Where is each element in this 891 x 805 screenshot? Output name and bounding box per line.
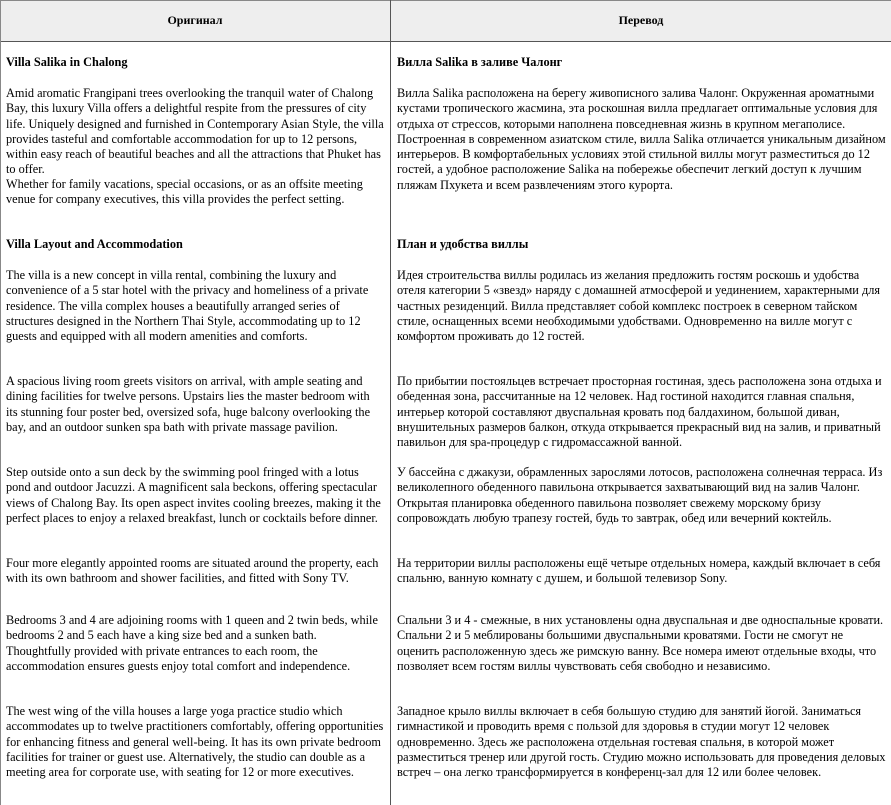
paragraph-original: The villa is a new concept in villa rental, combining the luxury and convenience of a 5 star hotel with the privacy and homeliness of a private residence. The villa complex houses a beautifully arranged series of structures designed in the Northern Thai Style, accommodating up to 12 guests and equipped with all modern amenities and comforts. xyxy=(6,268,369,344)
paragraph-translation: По прибытии постояльцев встречает просторная гостиная, здесь расположена зона отдыха и обеденная зона, рассчитанные на 12 человек. Над гостиной находится главная спальня, интерьер которой составляют двуспальная кровать под балдахином, большой диван, внушительных размеров балкон, откуда открывается прекрасный вид на залив, и приватный павильон для spa-процедур с гидромассажной ванной. xyxy=(397,374,882,450)
table-border-top xyxy=(0,0,891,1)
paragraph-original: Four more elegantly appointed rooms are situated around the property, each with its own bathroom and shower facilities, and fitted with Sony TV. xyxy=(6,556,379,586)
section-title-translation: План и удобства виллы xyxy=(397,237,529,251)
paragraph-original: Whether for family vacations, special occasions, or as an offsite meeting venue for company executives, this villa provides the perfect setting. xyxy=(6,177,363,207)
paragraph-translation: Западное крыло виллы включает в себя большую студию для занятий йогой. Заниматься гимнастикой и проводить время с пользой для здоровья в студии могут 12 человек одновременно. Здесь же расположена отдельная гостевая спальня, в которой может разместиться тренер или другой гость. Студию можно использовать для проведения деловых встреч – она легко трансформируется в конференц-зал для 12 или более человек. xyxy=(397,704,886,780)
paragraph-translation: Спальни 3 и 4 - смежные, в них установлены одна двуспальная и две односпальные кровати. Спальни 2 и 5 меблированы большими двуспальными кроватями. Гости не смогут не оценить расположенную здесь же римскую ванну. Все номера имеют отдельные входы, что позволяет всем гостям виллы чувствовать себя свободно и независимо. xyxy=(397,613,884,673)
paragraph-original: Amid aromatic Frangipani trees overlooking the tranquil water of Chalong Bay, this luxury Villa offers a delightful respite from the pressures of city life. Uniquely designed and furnished in Contemporary Asian Style, the villa provides tasteful and comfortable accommodation for up to 12 persons, within easy reach of beautiful beaches and all the attractions that Phuket has to offer. xyxy=(6,86,384,177)
paragraph-translation: На территории виллы расположены ещё четыре отдельных номера, каждый включает в себя спальню, ванную комнату с душем, и большой телевизор Sony. xyxy=(397,556,881,586)
paragraph-original: The west wing of the villa houses a large yoga practice studio which accommodates up to twelve practitioners comfortably, offering opportunities for enhancing fitness and general well-being. It has its own private bedroom facilities for trainer or guest use. Alternatively, the studio can double as a meeting area for corporate use, with seating for 12 or more executives. xyxy=(6,704,384,780)
section-title-original: Villa Salika in Chalong xyxy=(6,55,128,69)
paragraph-translation: У бассейна с джакузи, обрамленных зарослями лотосов, расположена солнечная терраса. Из великолепного обеденного павильона открывается захватывающий вид на залив Чалонг. Открытая планировка обеденного павильона позволяет свежему морскому бризу сопровождать любую трапезу гостей, будь то завтрак, обед или вечерний коктейль. xyxy=(397,465,883,525)
section-title-original: Villa Layout and Accommodation xyxy=(6,237,183,251)
paragraph-original: Step outside onto a sun deck by the swimming pool fringed with a lotus pond and outdoor Jacuzzi. A magnificent sala beckons, offering spectacular views of Chalong Bay. Its open aspect invites cooling breezes, making it the perfect places to enjoy a relaxed breakfast, lunch or cocktails before dinner. xyxy=(6,465,381,525)
column-divider xyxy=(390,0,391,805)
table-border-left xyxy=(0,0,1,805)
column-header-translation: Перевод xyxy=(618,13,664,27)
paragraph-translation: Вилла Salika расположена на берегу живописного залива Чалонг. Окруженная ароматными кустами тропического жасмина, эта роскошная вилла предлагает оптимальные условия для отдыха от стрессов, которыми наполнена повседневная жизнь в крупном мегаполисе. Построенная в современном азиатском стиле, вилла Salika отличается уникальным дизайном интерьеров. В комфортабельных условиях этой стильной виллы могут разместиться до 12 гостей, а удобное расположение Salika на побережье обеспечит легкий доступ к лучшим пляжам Пхукета и всем развлечениям этого курорта. xyxy=(397,86,886,192)
table-header xyxy=(0,0,891,42)
column-header-original: Оригинал xyxy=(167,13,223,27)
section-title-translation: Вилла Salika в заливе Чалонг xyxy=(397,55,563,69)
paragraph-original: Bedrooms 3 and 4 are adjoining rooms with 1 queen and 2 twin beds, while bedrooms 2 and 5 each have a king size bed and a sunken bath. Thoughtfully provided with private entrances to each room, the accommodation ensures guests enjoy total comfort and independence. xyxy=(6,613,378,673)
paragraph-translation: Идея строительства виллы родилась из желания предложить гостям роскошь и удобства отеля категории 5 «звезд» наряду с домашней атмосферой и уединением, характерными для частных резиденций. Вилла представляет собой комплекс построек в северном тайском стиле, оснащенных всеми необходимыми удобствами. Одновременно на вилле могут с комфортом проживать до 12 гостей. xyxy=(397,268,881,344)
paragraph-original: A spacious living room greets visitors on arrival, with ample seating and dining facilities for twelve persons. Upstairs lies the master bedroom with its stunning four poster bed, oversized sofa, huge balcony overlooking the bay, and an outdoor sunken spa bath with private massage pavilion. xyxy=(6,374,371,434)
